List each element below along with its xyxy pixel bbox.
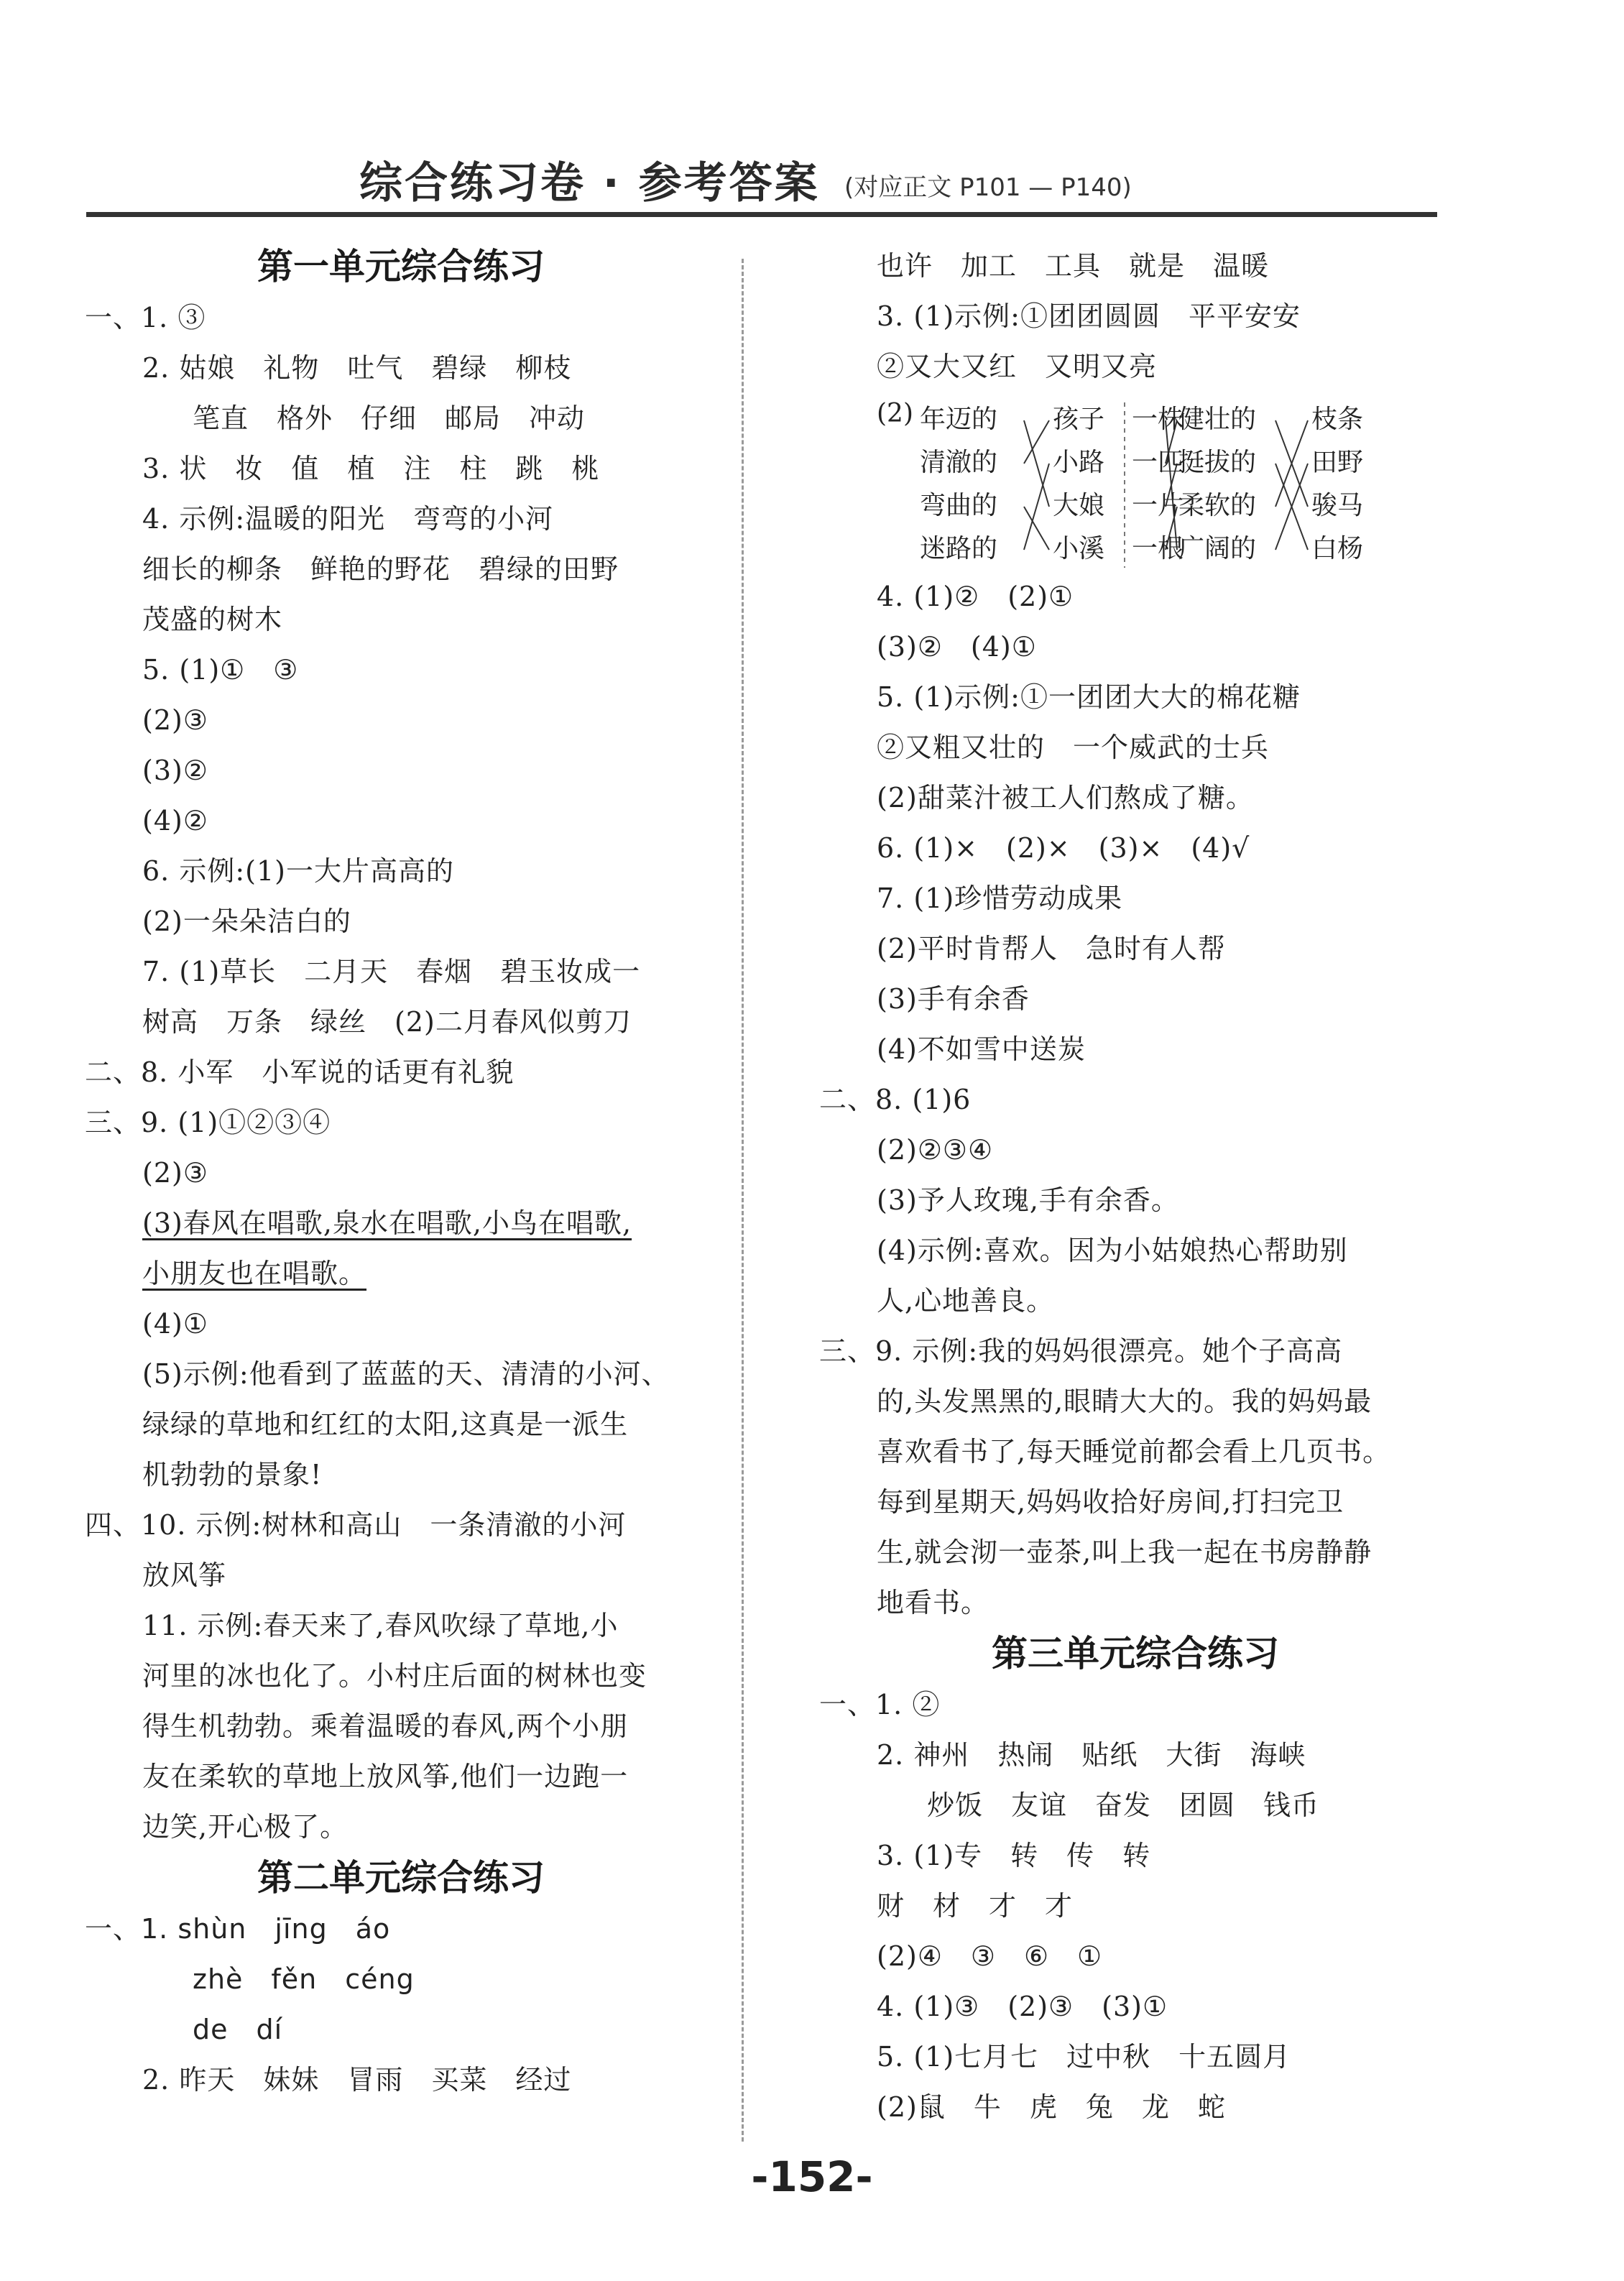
answer-line: 每到星期天,妈妈收拾好房间,打扫完卫 [877,1486,1344,1518]
answer-line: (3)② (4)① [877,631,1037,663]
answer-line: 笔直 格外 仔细 邮局 冲动 [193,402,586,434]
answer-line: 3. 状 妆 值 植 注 柱 跳 桃 [142,453,600,484]
answer-line: (4)② [142,805,208,837]
unit2-title: 第二单元综合练习 [257,1857,545,1899]
answer-line: 7. (1)草长 二月天 春烟 碧玉妆成一 [142,956,641,987]
answer-line: (2)鼠 牛 虎 兔 龙 蛇 [877,2091,1226,2123]
answer-line: 5. (1)① ③ [142,654,299,686]
unit1-title: 第一单元综合练习 [257,246,545,287]
answer-line: 的,头发黑黑的,眼睛大大的。我的妈妈最 [877,1386,1372,1417]
answer-line: (4)示例:喜欢。因为小姑娘热心帮助别 [877,1235,1348,1266]
match-right-c: 田野 [1311,448,1364,477]
answer-line: 一、1. shùn jīng áo [85,1913,391,1945]
answer-line: 茂盛的树木 [142,604,283,635]
answer-line: 喜欢看书了,每天睡觉前都会看上几页书。 [877,1436,1391,1467]
answer-line: 三、9. 示例:我的妈妈很漂亮。她个子高高 [819,1335,1343,1367]
answer-line: 4. 示例:温暖的阳光 弯弯的小河 [142,503,554,535]
answer-line: (2)④ ③ ⑥ ① [877,1940,1103,1972]
answer-line: 3. (1)专 转 传 转 [877,1840,1151,1871]
answer-line-underlined: 小朋友也在唱歌。 [142,1258,367,1289]
left-column [85,241,717,2105]
page-title: 综合练习卷 · 参考答案 [359,158,820,208]
answer-line: (2)②③④ [877,1134,994,1166]
answer-line-underlined: (3)春风在唱歌,泉水在唱歌,小鸟在唱歌, [142,1207,632,1239]
answer-line: 二、8. 小军 小军说的话更有礼貌 [85,1056,515,1088]
answer-line: 一、1. ③ [85,302,206,333]
answer-line: 财 材 才 才 [877,1890,1074,1922]
match-right-c: 白杨 [1311,534,1364,563]
answer-line: 机勃勃的景象! [142,1459,323,1490]
match-left-a: 弯曲的 [920,491,998,520]
answer-line: 边笑,开心极了。 [142,1811,349,1843]
match-left-a: 迷路的 [920,534,998,563]
answer-line: (2)③ [142,1157,208,1189]
answer-line: 河里的冰也化了。小村庄后面的树林也变 [142,1660,647,1692]
match-label: (2) [877,399,913,428]
answer-line: 炒饭 友谊 奋发 团圆 钱币 [927,1789,1320,1821]
answer-line: 11. 示例:春天来了,春风吹绿了草地,小 [142,1610,619,1641]
answer-line: (2)一朵朵洁白的 [142,906,351,937]
match-left-b: 孩子 [1053,405,1105,434]
answer-line: 2. 昨天 妹妹 冒雨 买菜 经过 [142,2064,572,2096]
match-right-a: 一株 [1132,405,1184,434]
match-left-b: 大娘 [1053,491,1105,520]
answer-line: 绿绿的草地和红红的太阳,这真是一派生 [142,1409,629,1440]
answer-line: 6. (1)× (2)× (3)× (4)√ [877,832,1250,864]
match-left-b: 小溪 [1053,534,1105,563]
answer-line: 4. (1)③ (2)③ (3)① [877,1991,1168,2022]
match-right-b: 柔软的 [1178,491,1257,520]
answer-line: 二、8. (1)6 [819,1084,972,1115]
answer-line: 3. (1)示例:①团团圆圆 平平安安 [877,300,1301,332]
answer-line: 5. (1)七月七 过中秋 十五圆月 [877,2041,1291,2073]
match-right-a: 一片 [1132,491,1184,520]
answer-line: 6. 示例:(1)一大片高高的 [142,855,454,887]
answer-line: (4)① [142,1308,208,1340]
answer-line: 三、9. (1)①②③④ [85,1107,331,1138]
answer-line: 得生机勃勃。乘着温暖的春风,两个小朋 [142,1710,629,1742]
match-right-a: 一根 [1132,534,1184,563]
match-left-a: 年迈的 [920,405,998,434]
answer-line: (5)示例:他看到了蓝蓝的天、清清的小河、 [142,1358,670,1390]
right-column [819,241,1452,2132]
answer-line: (3)予人玫瑰,手有余香。 [877,1184,1179,1216]
match-right-b: 广阔的 [1178,534,1257,563]
match-right-a: 一匹 [1132,448,1184,477]
page-number: -152- [751,2152,873,2201]
match-left-a: 清澈的 [920,448,998,477]
page-header [86,147,1437,217]
answer-line: zhè fěn céng [193,1963,415,1995]
matching-diagram [877,392,1452,571]
answer-line: 友在柔软的草地上放风筝,他们一边跑一 [142,1761,629,1792]
answer-line: (2)平时肯帮人 急时有人帮 [877,933,1226,964]
answer-line: (3)② [142,755,208,786]
answer-line: (2)③ [142,704,208,736]
answer-line: ②又粗又壮的 一个威武的士兵 [877,732,1270,763]
answer-line: 细长的柳条 鲜艳的野花 碧绿的田野 [142,553,619,585]
match-right-c: 枝条 [1311,405,1364,434]
answer-line: 放风筝 [142,1559,227,1591]
answer-line: de dí [193,2014,283,2045]
answer-line: (2)甜菜汁被工人们熬成了糖。 [877,782,1254,814]
answer-line: (4)不如雪中送炭 [877,1033,1086,1065]
answer-line: 7. (1)珍惜劳动成果 [877,883,1123,914]
match-right-c: 骏马 [1311,491,1364,520]
unit3-title: 第三单元综合练习 [992,1633,1279,1674]
answer-line: 地看书。 [877,1587,989,1618]
answer-line: 5. (1)示例:①一团团大大的棉花糖 [877,681,1301,713]
answer-line: 四、10. 示例:树林和高山 一条清澈的小河 [85,1509,627,1541]
answer-line: (3)手有余香 [877,983,1030,1015]
answer-line: 人,心地善良。 [877,1285,1055,1317]
match-right-b: 健壮的 [1178,405,1257,434]
page-subtitle: (对应正文 P101 — P140) [844,173,1132,202]
answer-line: 2. 姑娘 礼物 吐气 碧绿 柳枝 [142,352,572,384]
match-right-b: 挺拔的 [1178,448,1257,477]
answer-line: 2. 神州 热闹 贴纸 大街 海峡 [877,1739,1306,1771]
answer-line: 生,就会沏一壶茶,叫上我一起在书房静静 [877,1536,1372,1568]
answer-line: 也许 加工 工具 就是 温暖 [877,250,1270,282]
column-divider [742,259,744,2142]
answer-line: 树高 万条 绿丝 (2)二月春风似剪刀 [142,1006,632,1038]
answer-line: 一、1. ② [819,1689,941,1720]
match-left-b: 小路 [1053,448,1105,477]
answer-line: 4. (1)② (2)① [877,581,1074,612]
answer-line: ②又大又红 又明又亮 [877,351,1158,382]
